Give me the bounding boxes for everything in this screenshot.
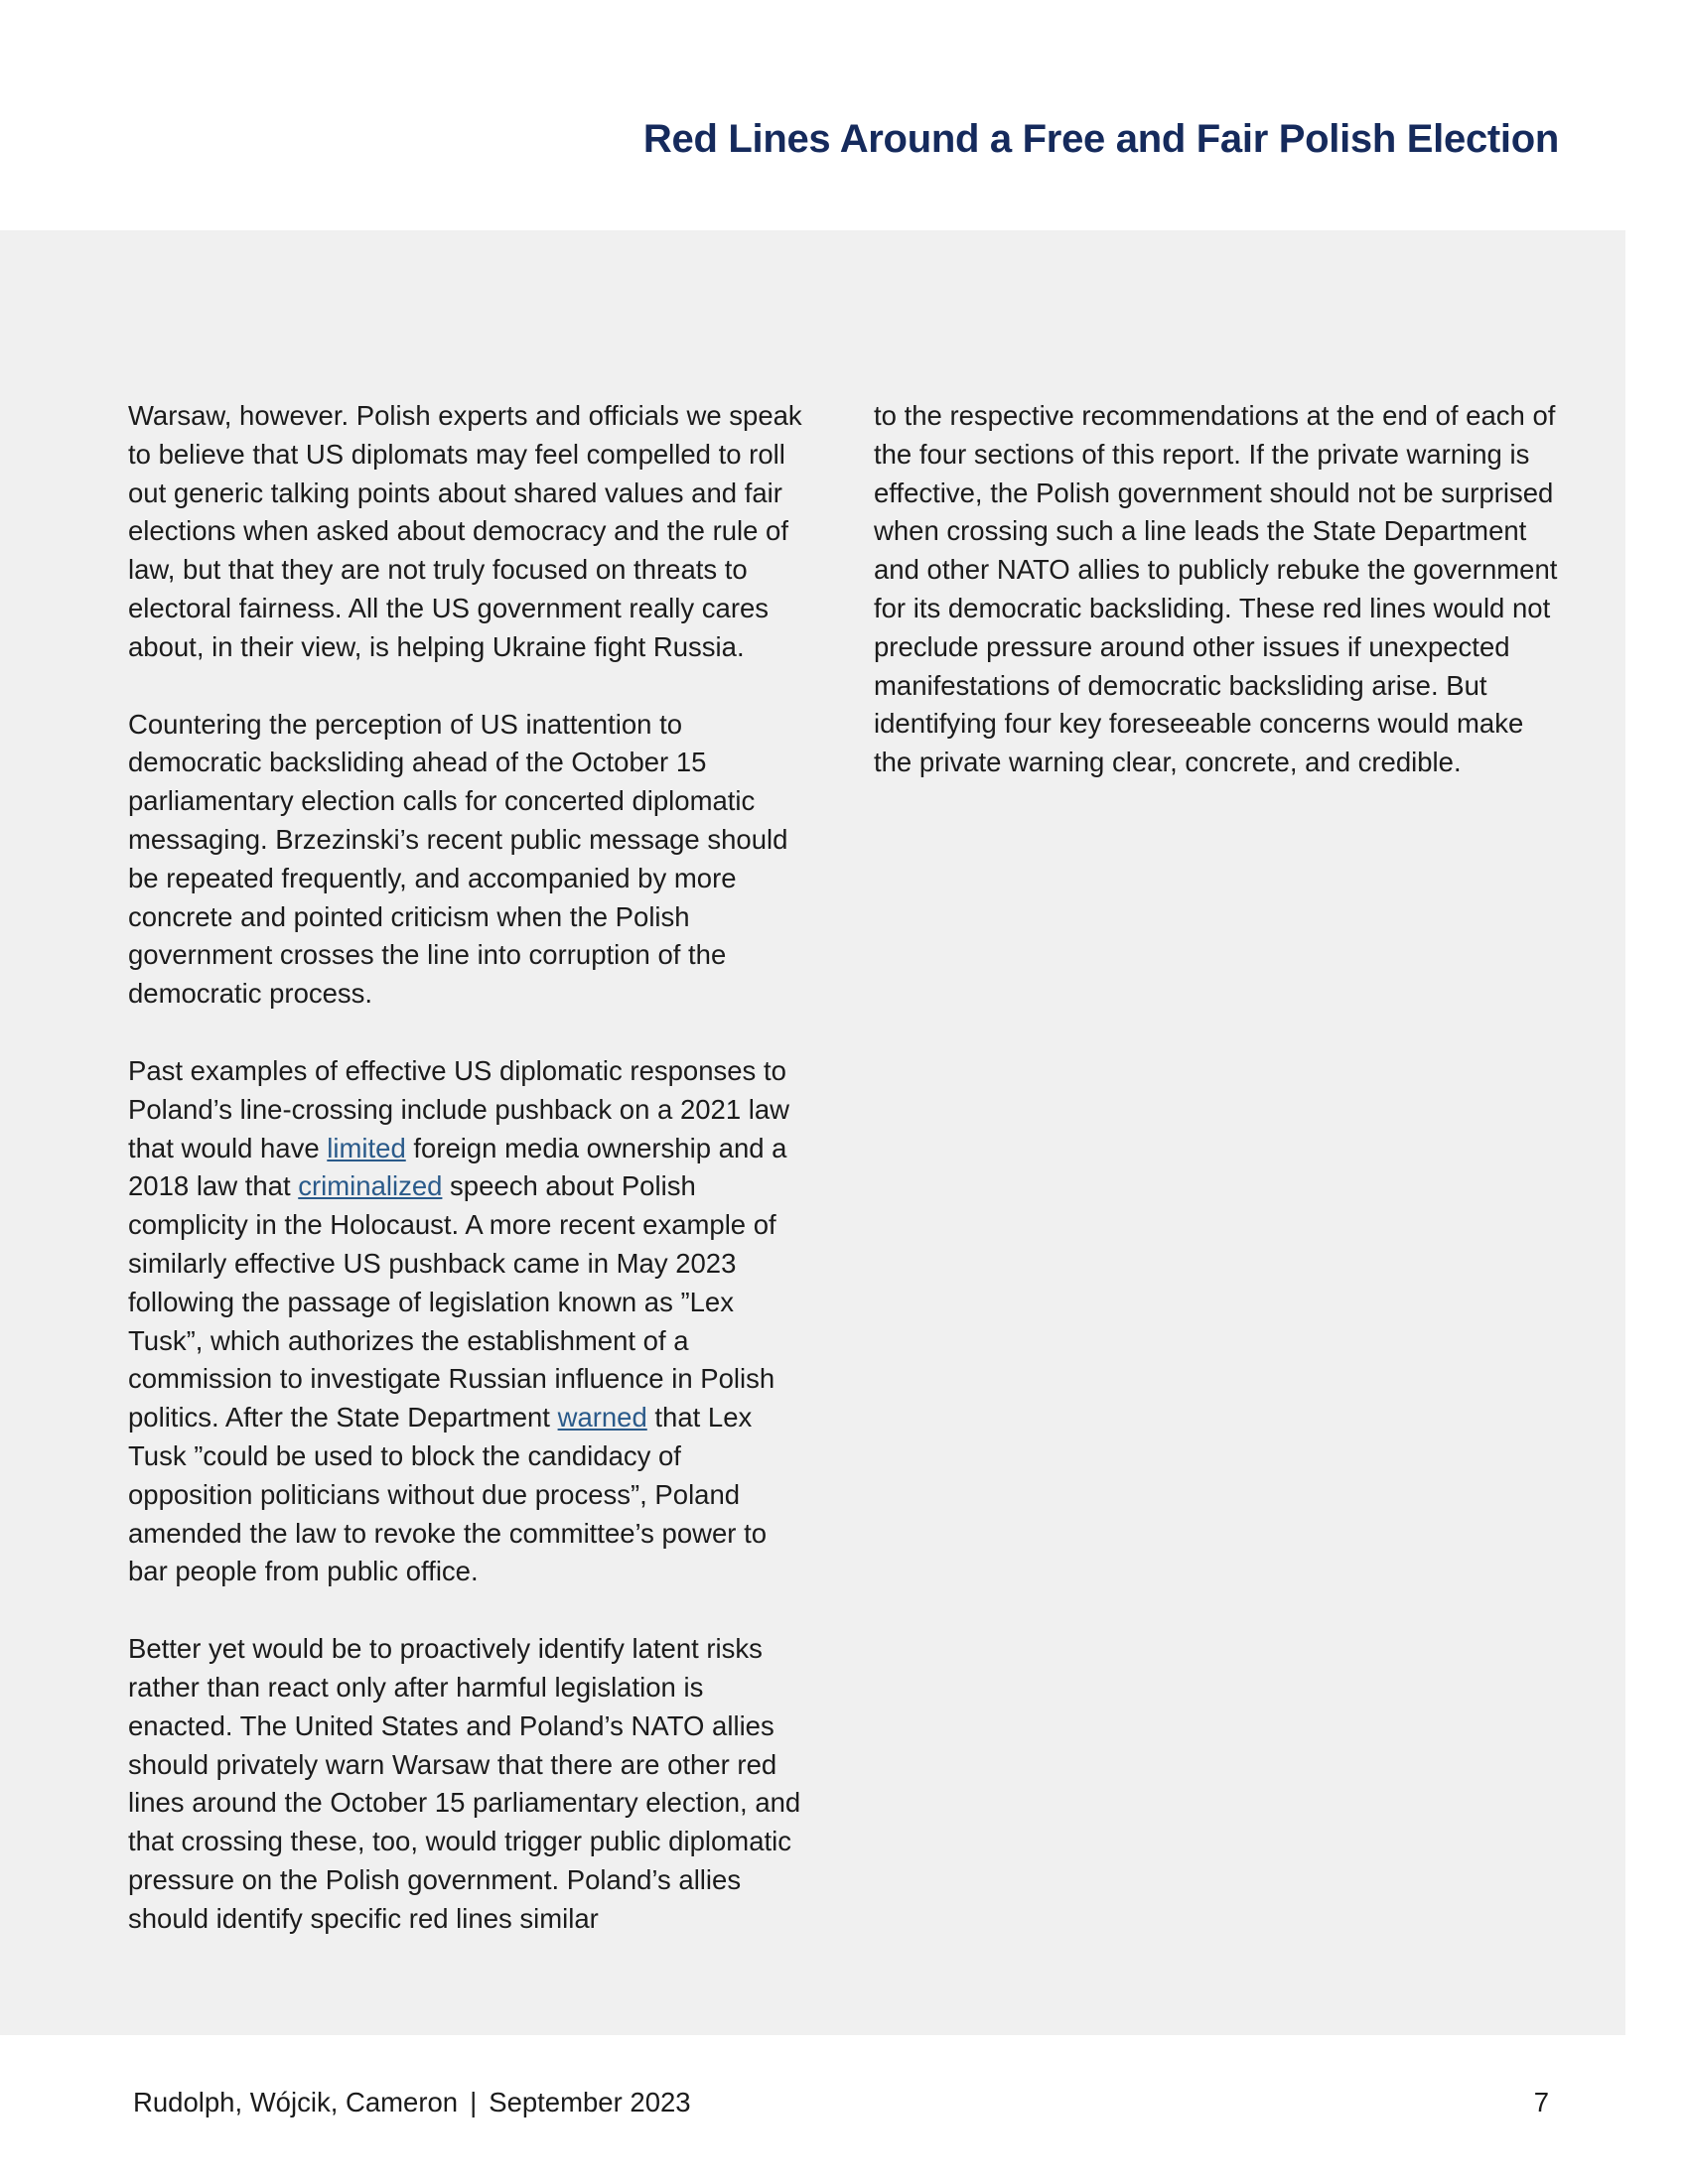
page-title: Red Lines Around a Free and Fair Polish Election: [642, 117, 1559, 161]
footer-authors: Rudolph, Wójcik, Cameron: [133, 2087, 459, 2117]
criminalized-link[interactable]: criminalized: [298, 1170, 443, 1202]
paragraph: Countering the perception of US inattention to democratic backsliding ahead of the October 15 parliamentary election calls for concerted diplomatic messaging. Brzezinski’s recent public message should be repeated frequently, and accompanied by more concrete and pointed criticism when the Polish government crosses the line into corruption of the democratic process.: [128, 708, 788, 1010]
paragraph: Warsaw, however. Polish experts and officials we speak to believe that US diplomats may feel compelled to roll out generic talking points about shared values and fair elections when asked about democracy and the rule of law, but that they are not truly focused on threats to electoral fairness. All the US government really cares about, in their view, is helping Ukraine fight Russia.: [128, 400, 802, 662]
right-column: [874, 397, 1559, 782]
page-number: 7: [1533, 2087, 1549, 2117]
footer-date: September 2023: [489, 2087, 691, 2117]
paragraph: to the respective recommendations at the end of each of the four sections of this report. If the private warning is effective, the Polish government should not be surprised when crossing such a line leads the State Department and other NATO allies to publicly rebuke the government for its democratic backsliding. These red lines would not preclude pressure around other issues if unexpected manifestations of democratic backsliding arise. But identifying four key foreseeable concerns would make the private warning clear, concrete, and credible.: [874, 400, 1558, 778]
paragraph: Better yet would be to proactively identify latent risks rather than react only after harmful legislation is enacted. The United States and Poland’s NATO allies should privately warn Warsaw that there are other red lines around the October 15 parliamentary election, and that crossing these, too, would trigger public diplomatic pressure on the Polish government. Poland’s allies should identify specific red lines similar: [128, 1633, 801, 1934]
left-column: [128, 397, 803, 1938]
paragraph-text: Past examples of effective US diplomatic responses to Poland’s line-crossing include pushback on a 2021 law that would have: [128, 1054, 790, 1163]
paragraph: [128, 1052, 803, 1591]
paragraph-text: speech about Polish complicity in the Holocaust. A more recent example of similarly effective US pushback came in May 2023 following the passage of legislation known as ”Lex Tusk”, which authorizes the establishment of a commission to investigate Russian influence in Polish politics. After the State Department: [128, 1170, 776, 1433]
paragraph-text: foreign media ownership and a 2018 law that: [128, 1132, 787, 1202]
footer-separator: |: [470, 2087, 478, 2117]
limited-link[interactable]: limited: [327, 1132, 406, 1163]
footer-citation: [133, 2087, 691, 2118]
warned-link[interactable]: warned: [557, 1402, 647, 1433]
paragraph-text: that Lex Tusk ”could be used to block the candidacy of opposition politicians without due process”, Poland amended the law to revoke the committee’s power to bar people from public office.: [128, 1402, 768, 1587]
